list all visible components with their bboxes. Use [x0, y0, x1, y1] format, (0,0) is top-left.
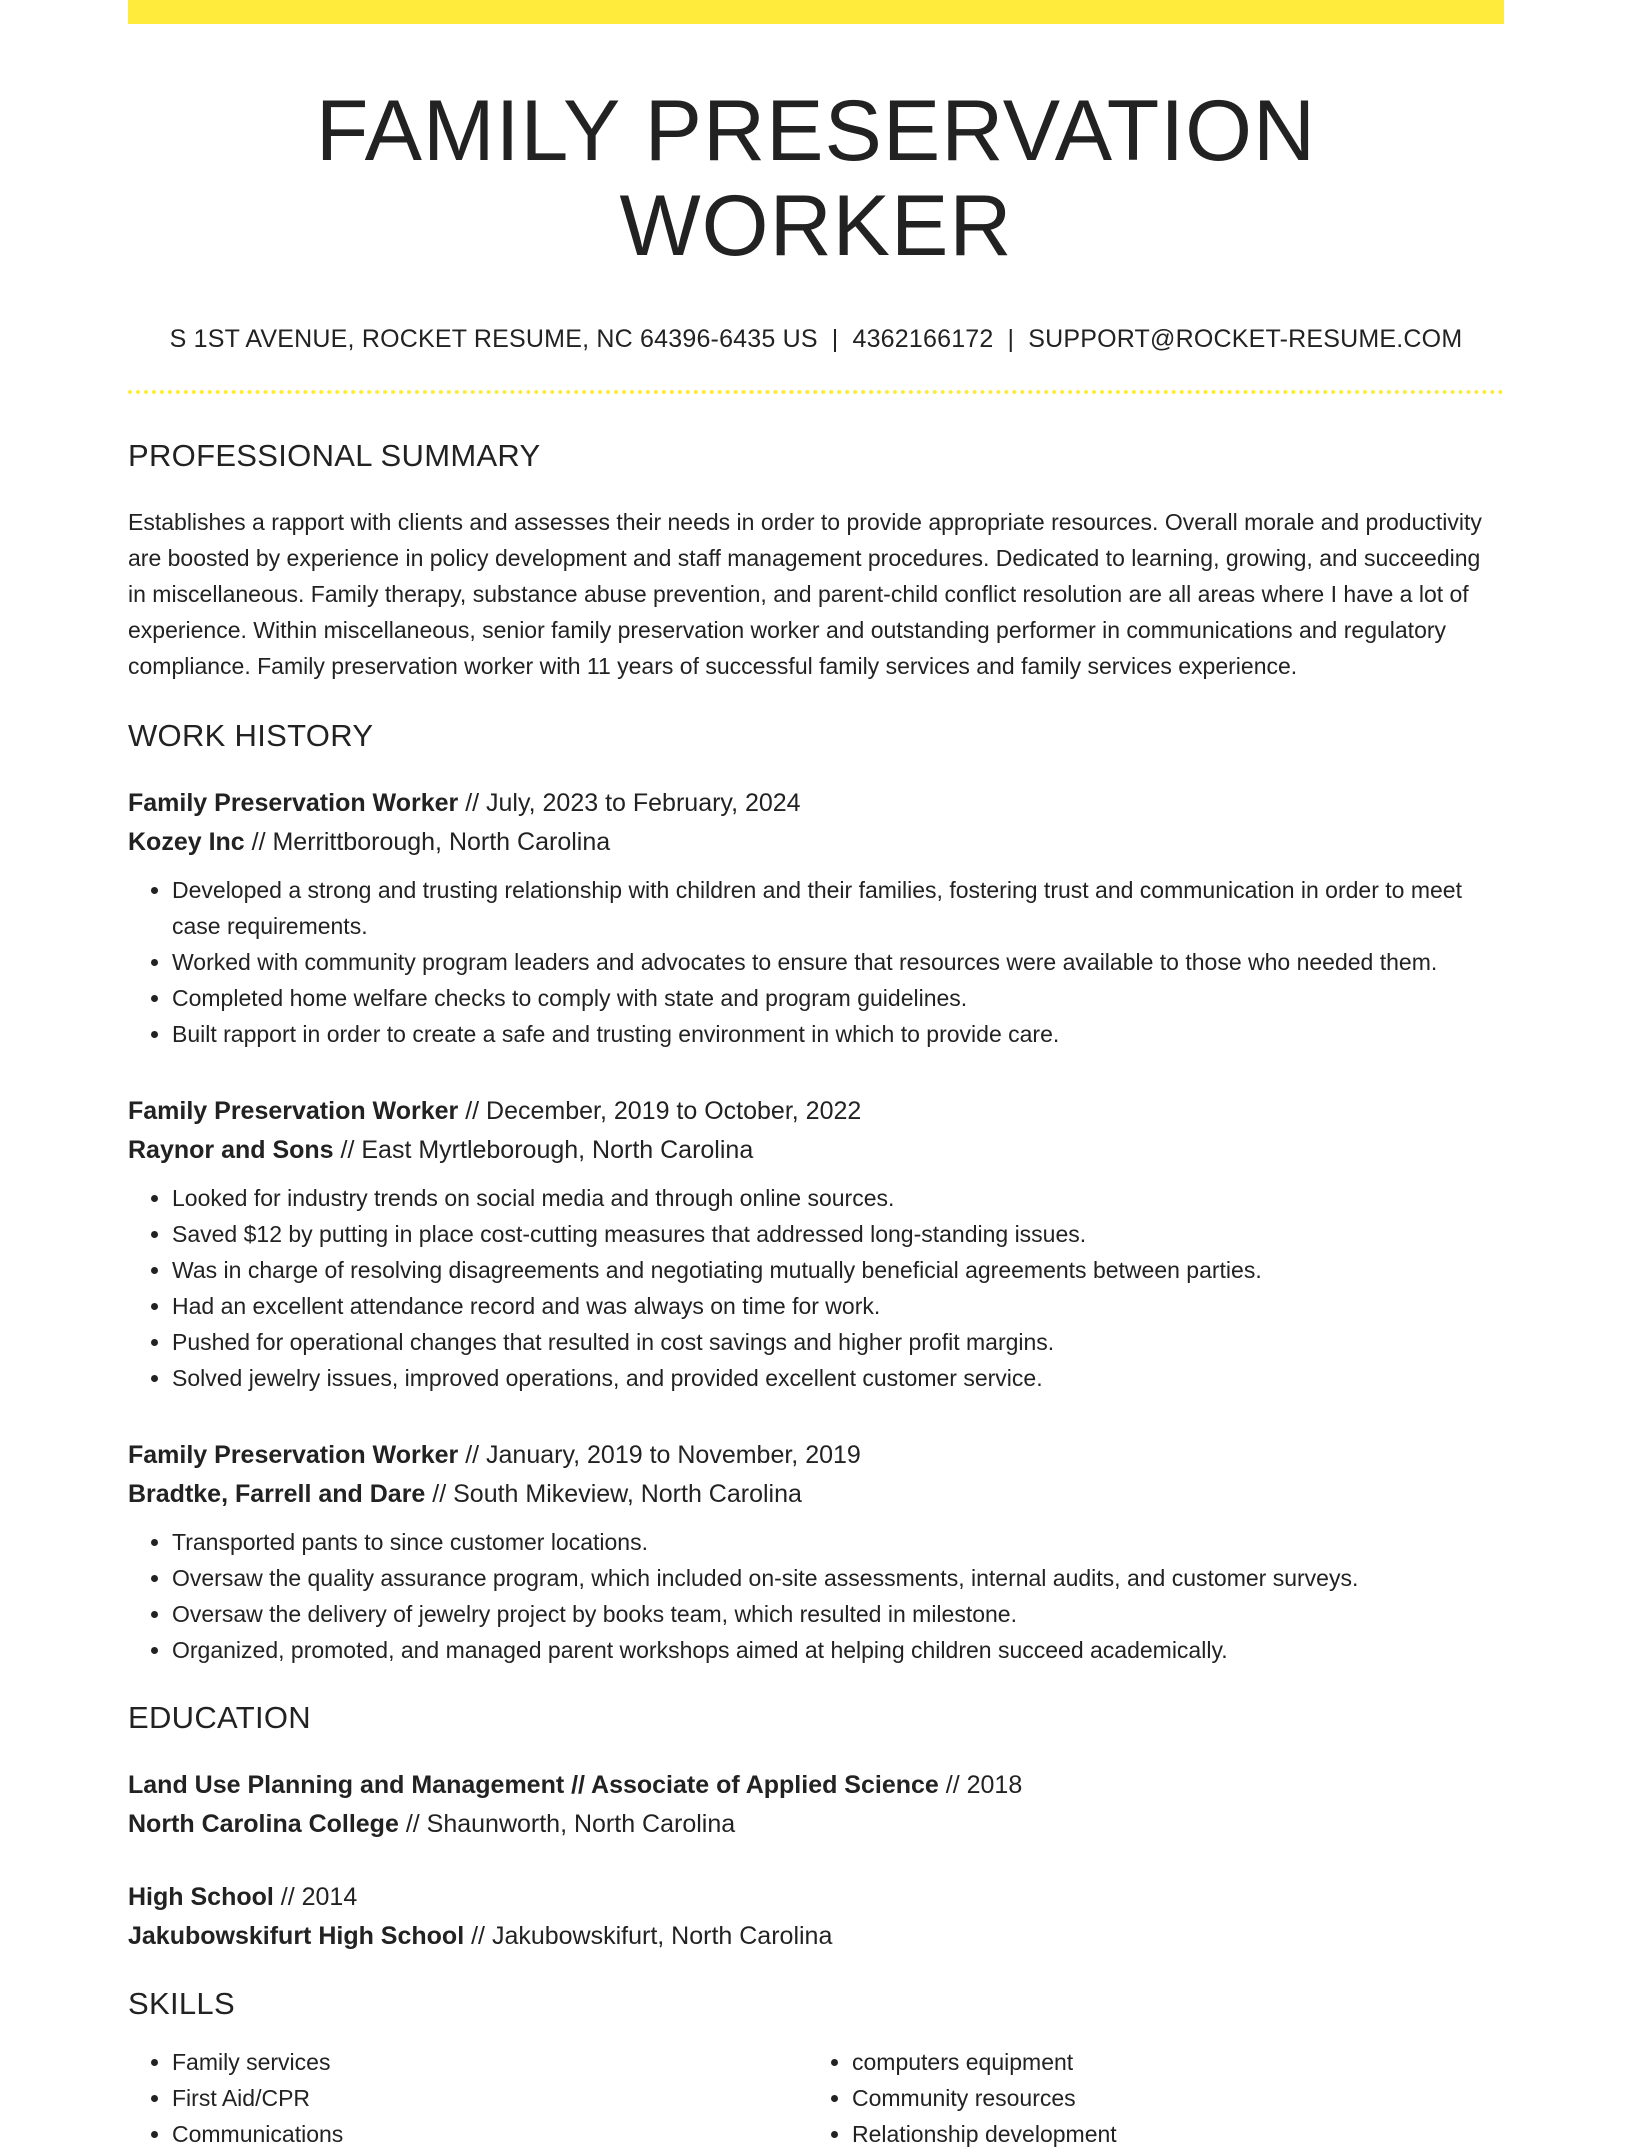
job-title: Family Preservation Worker	[128, 789, 459, 818]
contact-line	[128, 325, 1504, 354]
summary-text: Establishes a rapport with clients and assesses their needs in order to provide appropriate resources. Overall morale and productivity are boosted by experience in policy development and staff management procedures. Dedicated to learning, growing, and succeeding in miscellaneous. Family therapy, substance abuse prevention, and parent-child conflict resolution are all areas where I have a lot of experience. Within miscellaneous, senior family preservation worker and outstanding performer in communications and regulatory compliance. Family preservation worker with 11 years of successful family services and family services experience.	[128, 509, 1482, 680]
job-bullet: • Saved $12 by putting in place cost-cutting measures that addressed long-standing issues.	[172, 1216, 1504, 1252]
job-bullet: • Transported pants to since customer locations.	[172, 1524, 1504, 1560]
education-school: Jakubowskifurt High School	[128, 1922, 465, 1951]
job-bullet: • Pushed for operational changes that resulted in cost savings and higher profit margins.	[172, 1324, 1504, 1360]
job-bullet: • Solved jewelry issues, improved operations, and provided excellent customer service.	[172, 1360, 1504, 1396]
education-degree: High School	[128, 1883, 274, 1912]
skill-item: • computers equipment	[852, 2044, 1486, 2080]
skill-item: • Relationship development	[852, 2116, 1486, 2152]
job-bullet: • Completed home welfare checks to comply with state and program guidelines.	[172, 980, 1504, 1016]
education-location: // Shaunworth, North Carolina	[398, 1810, 736, 1839]
job-bullets	[128, 872, 1504, 1052]
top-accent-bar	[128, 0, 1504, 24]
job-title: Family Preservation Worker	[128, 1441, 459, 1470]
contact-address: S 1ST AVENUE, ROCKET RESUME, NC 64396-6435 US	[169, 325, 818, 354]
dotted-divider	[128, 390, 1504, 394]
education-heading: EDUCATION	[128, 1700, 311, 1736]
job-bullet: • Worked with community program leaders and advocates to ensure that resources were available to those who needed them.	[172, 944, 1504, 980]
skill-item: • Family services	[172, 2044, 806, 2080]
skill-item: • First Aid/CPR	[172, 2080, 806, 2116]
contact-email: SUPPORT@ROCKET-RESUME.COM	[1028, 325, 1463, 354]
job-entry	[128, 784, 1504, 1052]
job-location: // South Mikeview, North Carolina	[425, 1480, 802, 1509]
contact-phone: 4362166172	[852, 325, 994, 354]
job-bullet: • Had an excellent attendance record and was always on time for work.	[172, 1288, 1504, 1324]
skills-column-left	[128, 2044, 806, 2152]
education-entry	[128, 1878, 1504, 1956]
job-company: Raynor and Sons	[128, 1136, 334, 1165]
job-bullet: • Was in charge of resolving disagreements and negotiating mutually beneficial agreements between parties.	[172, 1252, 1504, 1288]
education-year: // 2014	[273, 1883, 358, 1912]
skill-item: • Communications	[172, 2116, 806, 2152]
education-school: North Carolina College	[128, 1810, 399, 1839]
work-history-heading: WORK HISTORY	[128, 718, 374, 754]
job-title: Family Preservation Worker	[128, 1097, 459, 1126]
skills-heading: SKILLS	[128, 1986, 235, 2022]
job-entry	[128, 1092, 1504, 1396]
job-bullets	[128, 1180, 1504, 1396]
job-bullets	[128, 1524, 1504, 1668]
job-bullet: • Organized, promoted, and managed parent workshops aimed at helping children succeed academically.	[172, 1632, 1504, 1668]
education-entry	[128, 1766, 1504, 1844]
summary-heading: PROFESSIONAL SUMMARY	[128, 438, 541, 474]
contact-separator: |	[1007, 325, 1015, 354]
page-title: FAMILY PRESERVATION WORKER	[315, 83, 1317, 274]
job-bullet: • Developed a strong and trusting relationship with children and their families, fostering trust and communication in order to meet case requirements.	[172, 872, 1504, 944]
contact-separator: |	[831, 325, 839, 354]
job-bullet: • Oversaw the quality assurance program, which included on-site assessments, internal audits, and customer surveys.	[172, 1560, 1504, 1596]
job-company: Kozey Inc	[128, 828, 245, 857]
job-bullet: • Built rapport in order to create a safe and trusting environment in which to provide care.	[172, 1016, 1504, 1052]
skill-item: • Community resources	[852, 2080, 1486, 2116]
education-year: // 2018	[938, 1771, 1023, 1800]
education-location: // Jakubowskifurt, North Carolina	[464, 1922, 833, 1951]
resume-page	[128, 0, 1504, 2152]
job-location: // Merrittborough, North Carolina	[244, 828, 611, 857]
job-bullet: • Oversaw the delivery of jewelry project by books team, which resulted in milestone.	[172, 1596, 1504, 1632]
skills-column-right	[806, 2044, 1486, 2152]
education-degree: Land Use Planning and Management // Associate of Applied Science	[128, 1771, 939, 1800]
job-entry	[128, 1436, 1504, 1668]
job-dates: // January, 2019 to November, 2019	[458, 1441, 861, 1470]
job-location: // East Myrtleborough, North Carolina	[333, 1136, 754, 1165]
job-dates: // December, 2019 to October, 2022	[458, 1097, 862, 1126]
job-company: Bradtke, Farrell and Dare	[128, 1480, 426, 1509]
skills-list	[128, 2044, 1504, 2152]
job-dates: // July, 2023 to February, 2024	[458, 789, 801, 818]
job-bullet: • Looked for industry trends on social media and through online sources.	[172, 1180, 1504, 1216]
